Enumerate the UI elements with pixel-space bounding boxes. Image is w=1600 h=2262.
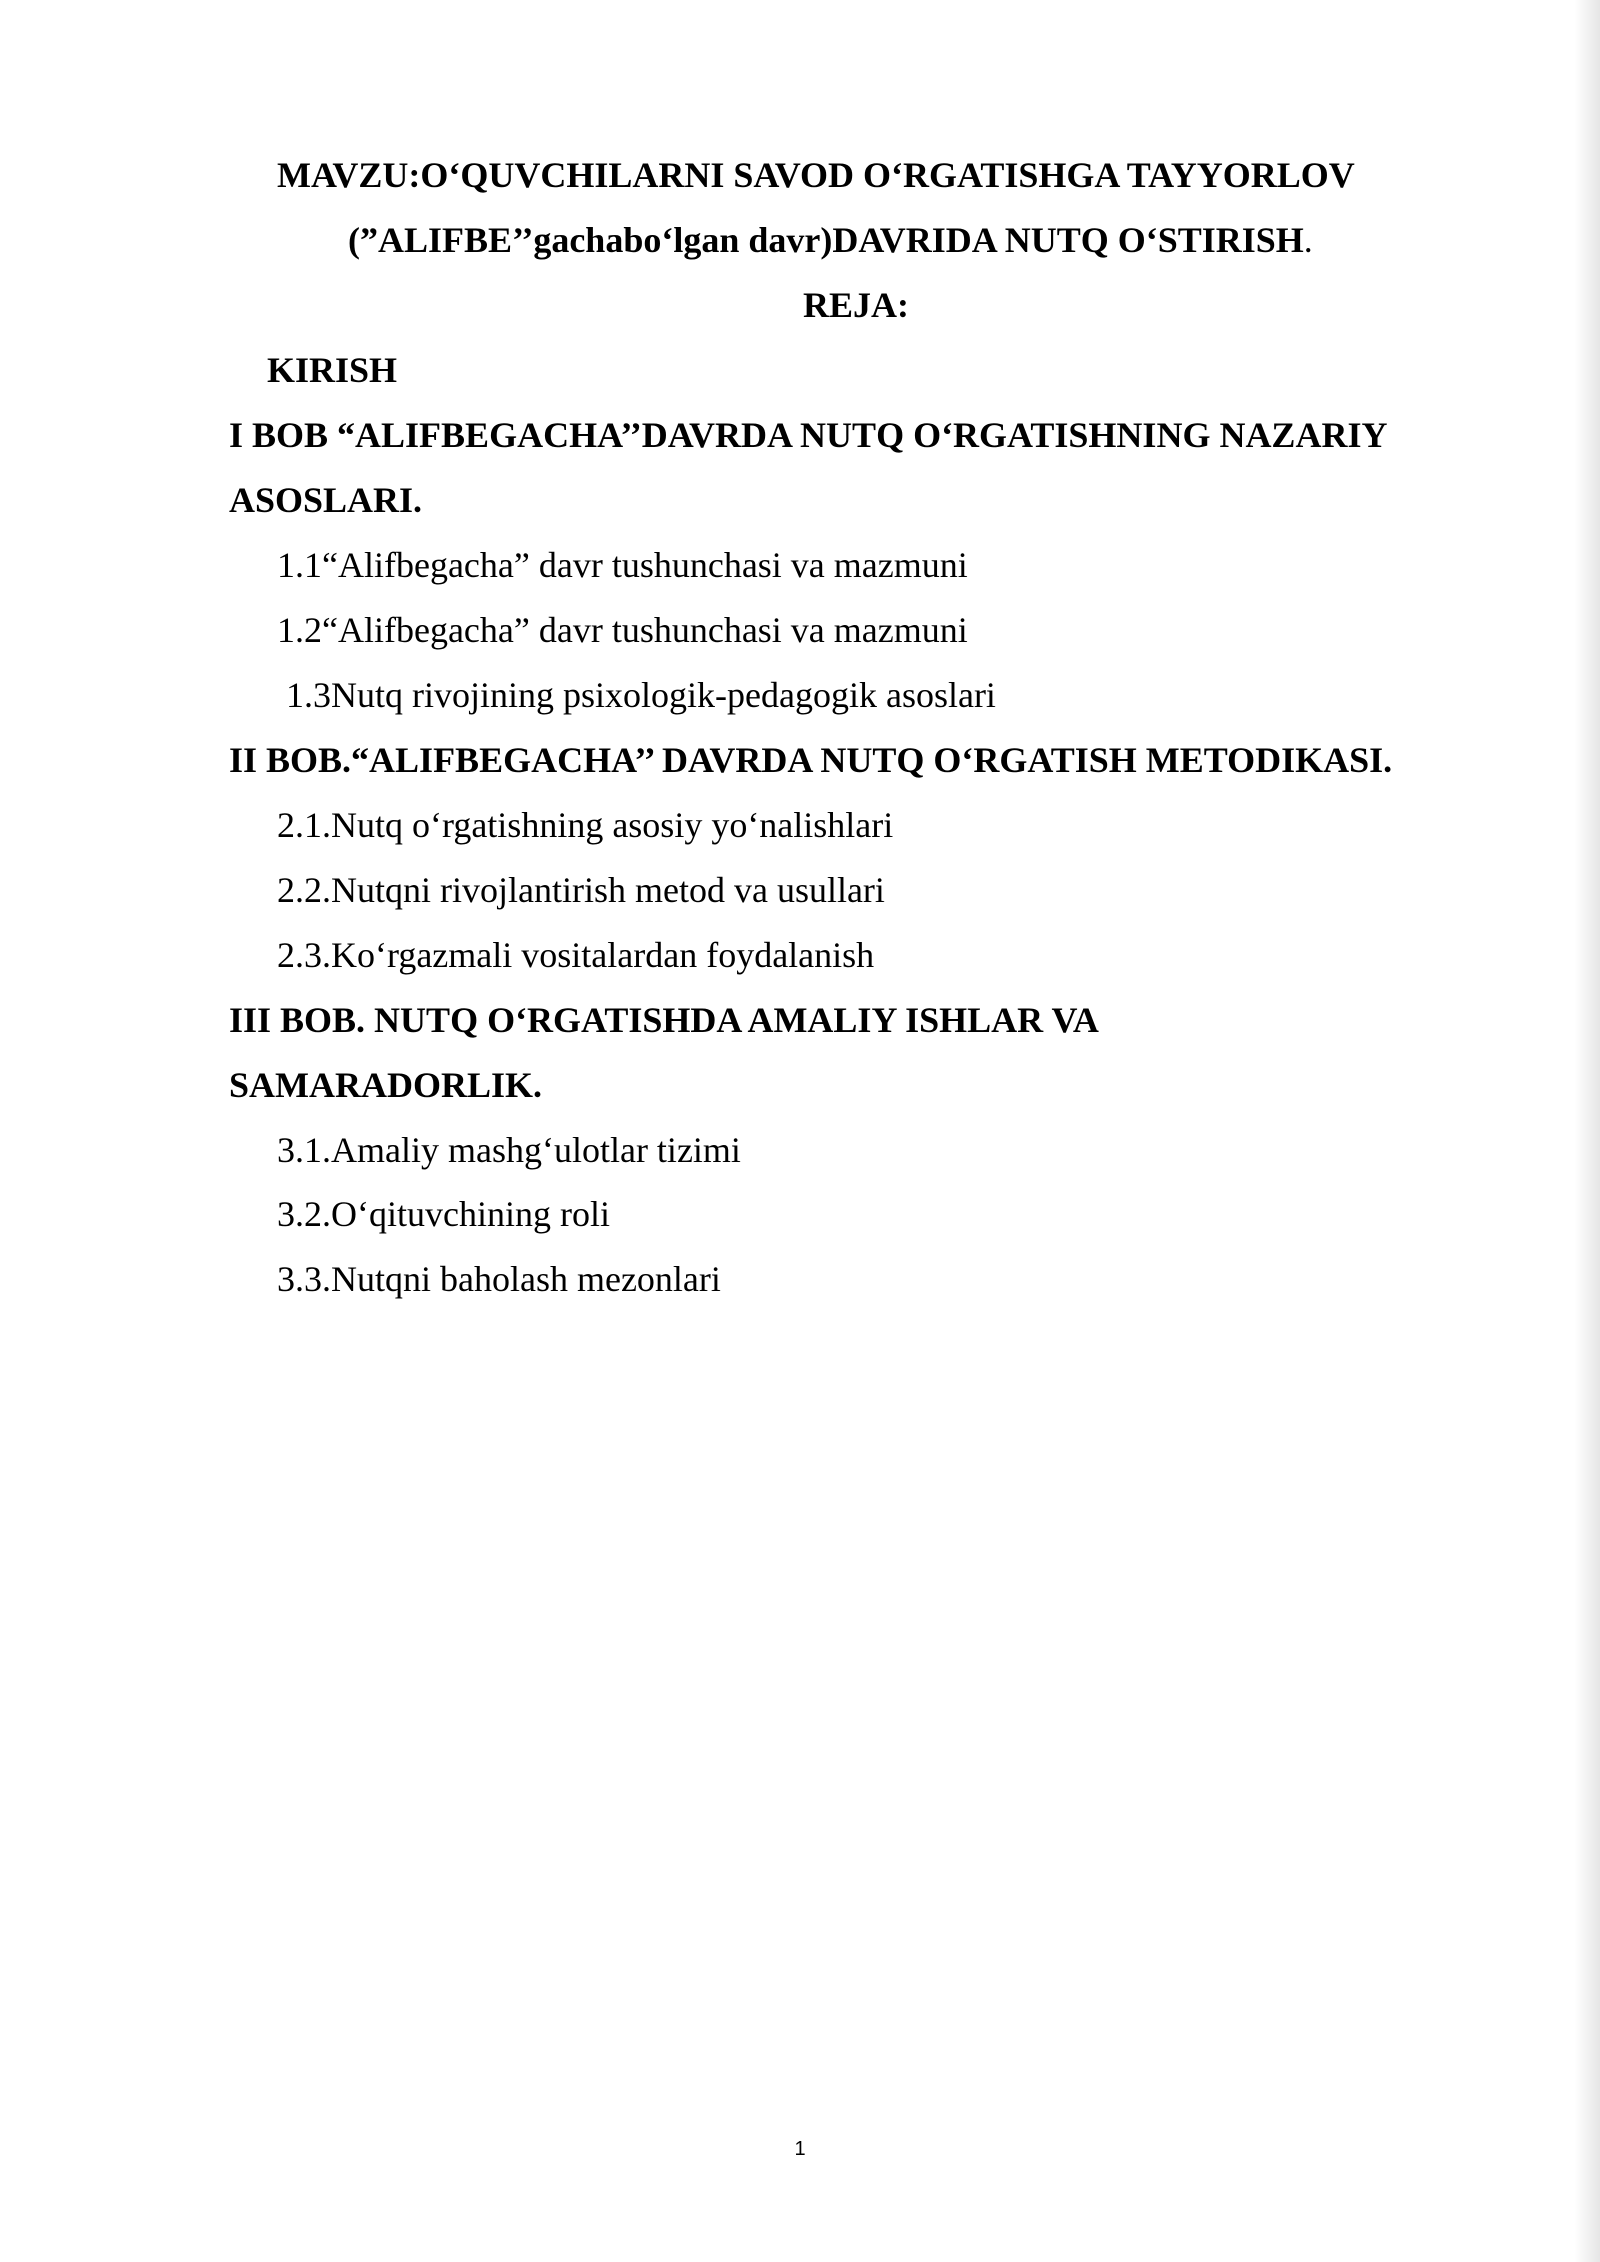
plan-heading: REJA:	[803, 285, 909, 325]
chapter-1-item-3: 1.3Nutq rivojining psixologik-pedagogik asoslari	[286, 675, 996, 715]
title-line-2-text: (”ALIFBE’’gachabo‘lgan davr)DAVRIDA NUTQ O‘STIRISH	[348, 220, 1304, 260]
chapter-3-item-3: 3.3.Nutqni baholash mezonlari	[277, 1259, 721, 1299]
chapter-1-item-2: 1.2“Alifbegacha” davr tushunchasi va mazmuni	[277, 610, 968, 650]
title-line-2-period: .	[1303, 220, 1313, 260]
page-number: 1	[794, 2138, 806, 2160]
title-line-1: MAVZU:O‘QUVCHILARNI SAVOD O‘RGATISHGA TAYYORLOV	[277, 155, 1355, 195]
chapter-2-heading: II BOB.“ALIFBEGACHA’’ DAVRDA NUTQ O‘RGATISH METODIKASI.	[229, 740, 1393, 780]
chapter-3-heading-line-2: SAMARADORLIK.	[229, 1065, 543, 1105]
chapter-1-heading-line-1: I BOB “ALIFBEGACHA’’DAVRDA NUTQ O‘RGATISHNING NAZARIY	[229, 415, 1388, 455]
chapter-3-item-1: 3.1.Amaliy mashg‘ulotlar tizimi	[277, 1130, 741, 1170]
chapter-2-item-2: 2.2.Nutqni rivojlantirish metod va usullari	[277, 870, 885, 910]
chapter-3-heading-line-1: III BOB. NUTQ O‘RGATISHDA AMALIY ISHLAR VA	[229, 1000, 1099, 1040]
chapter-3-item-2: 3.2.O‘qituvchining roli	[277, 1194, 610, 1234]
title-line-2	[348, 218, 1313, 262]
chapter-1-item-1: 1.1“Alifbegacha” davr tushunchasi va mazmuni	[277, 545, 968, 585]
intro-heading: KIRISH	[267, 350, 398, 390]
chapter-1-heading-line-2: ASOSLARI.	[229, 480, 423, 520]
chapter-2-item-3: 2.3.Ko‘rgazmali vositalardan foydalanish	[277, 935, 875, 975]
chapter-2-item-1: 2.1.Nutq o‘rgatishning asosiy yo‘nalishlari	[277, 805, 894, 845]
page-edge-shadow	[1574, 0, 1600, 2262]
